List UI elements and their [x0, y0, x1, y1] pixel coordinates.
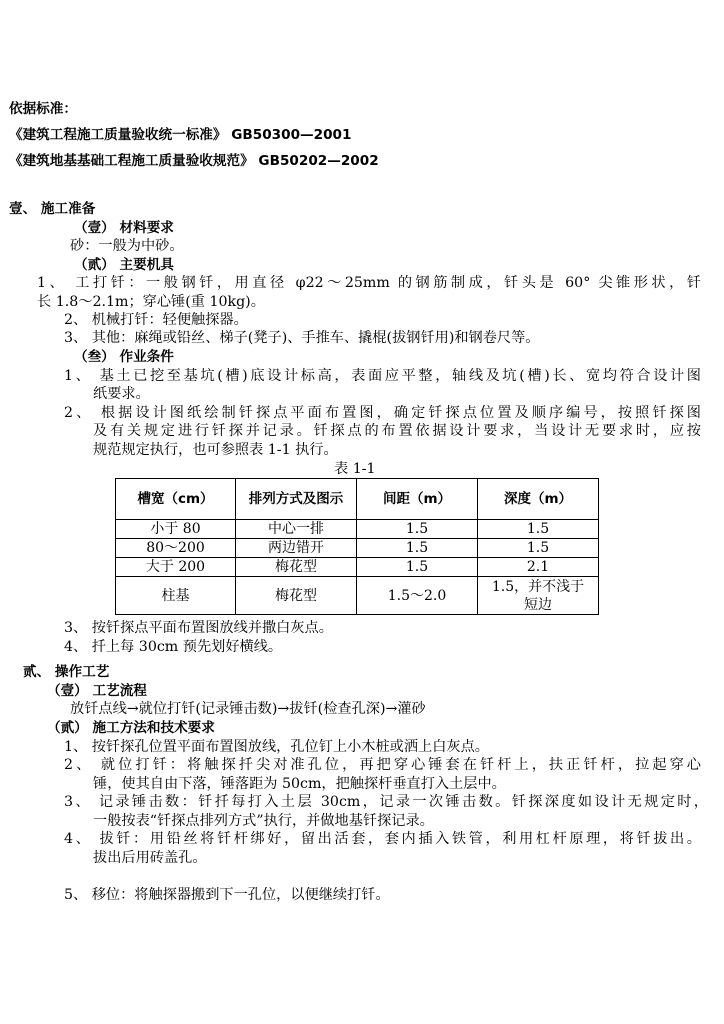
section1-title: 壹、 施工准备	[9, 201, 96, 217]
cond-item2-line2: 及有关规定进行钎探并记录。钎探点的布置依据设计要求，当设计无要求时，应按	[93, 423, 701, 439]
table-cell: 1.5，并不浅于短边	[478, 577, 599, 615]
table-cell: 小于 80	[116, 520, 236, 539]
table-cell: 1.5	[357, 520, 478, 539]
table-header-cell: 间距（m）	[357, 479, 478, 520]
table-row	[116, 520, 599, 539]
cond-item2-line3: 规范规定执行，也可参照表 1-1 执行。	[93, 442, 338, 458]
table-cell: 2.1	[478, 558, 599, 577]
method-item3-line2: 一般按表“钎探点排列方式”执行，并做地基钎探记录。	[93, 813, 434, 829]
table-cell: 80～200	[116, 539, 236, 558]
table-cell: 1.5	[478, 520, 599, 539]
table-row	[116, 558, 599, 577]
section1-sub2-title: （贰） 主要机具	[74, 257, 174, 273]
section1-sub1-text: 砂：一般为中砂。	[70, 238, 184, 254]
table-header-row	[116, 479, 599, 520]
method-item5: 5、 移位：将触探器搬到下一孔位，以便继续打钎。	[64, 887, 390, 903]
cond-item4: 4、 扦上每 30cm 预先划好横线。	[64, 639, 283, 655]
table-cell: 1.5	[357, 539, 478, 558]
tools-item3: 3、 其他：麻绳或铅丝、梯子(凳子)、手推车、撬棍(拔钢钎用)和钢卷尺等。	[64, 330, 540, 346]
table-cell: 1.5	[478, 539, 599, 558]
table-header-cell: 排列方式及图示	[236, 479, 357, 520]
standards-heading: 依据标准：	[9, 101, 77, 117]
section1-sub1-title: （壹） 材料要求	[74, 220, 174, 236]
method-item3-line1: 3、 记录锤击数：钎扦每打入土层 30cm，记录一次锤击数。钎探深度如设计无规定时，	[64, 794, 708, 810]
table-cell: 大于 200	[116, 558, 236, 577]
standard-item-1: 《建筑工程施工质量验收统一标准》 GB50300—2001	[9, 127, 352, 143]
table-header-cell: 槽宽（cm）	[116, 479, 236, 520]
probe-spacing-table	[115, 478, 599, 615]
method-item2-line1: 2、 就位打钎：将触探扦尖对准孔位，再把穿心锤套在钎杆上，扶正钎杆，拉起穿心	[64, 757, 701, 773]
method-item2-line2: 锤，使其自由下落，锤落距为 50cm，把触探杆垂直打入土层中。	[93, 776, 506, 792]
table-cell: 两边错开	[236, 539, 357, 558]
table-row	[116, 539, 599, 558]
table-cell: 1.5～2.0	[357, 577, 478, 615]
method-item4-line1: 4、 拔钎：用铅丝将钎杆绑好，留出活套，套内插入铁管，利用杠杆原理，将钎拔出。	[64, 831, 701, 847]
table-caption: 表 1-1	[334, 461, 376, 477]
cond-item3: 3、 按钎探点平面布置图放线并撒白灰点。	[64, 620, 333, 636]
table-row	[116, 577, 599, 615]
table-header-cell: 深度（m）	[478, 479, 599, 520]
tools-item2: 2、 机械打钎：轻便触探器。	[64, 312, 248, 328]
table-cell: 柱基	[116, 577, 236, 615]
cond-item1-line1: 1、 基土已挖至基坑(槽)底设计标高，表面应平整，轴线及坑(槽)长、宽均符合设计图	[64, 368, 701, 384]
section1-sub3-title: （叁） 作业条件	[74, 349, 174, 365]
table-cell: 梅花型	[236, 558, 357, 577]
cond-item1-line2: 纸要求。	[93, 386, 150, 402]
table-cell: 梅花型	[236, 577, 357, 615]
cond-item2-line1: 2、 根据设计图纸绘制钎探点平面布置图，确定钎探点位置及顺序编号，按照钎探图	[64, 405, 701, 421]
tools-item1-line2: 长 1.8～2.1m；穿心锤(重 10kg)。	[37, 294, 265, 310]
section2-sub2-title: （贰） 施工方法和技术要求	[47, 720, 215, 736]
standard-item-2: 《建筑地基基础工程施工质量验收规范》 GB50202—2002	[9, 153, 379, 169]
section2-title: 贰、 操作工艺	[23, 664, 110, 680]
method-item1: 1、 按钎探孔位置平面布置图放线，孔位钉上小木桩或洒上白灰点。	[64, 739, 489, 755]
table-cell: 中心一排	[236, 520, 357, 539]
tools-item1-line1: 1、 工打钎：一般钢钎，用直径 φ22～25mm 的钢筋制成，钎头是 60° 尖锥形状，钎	[37, 275, 701, 291]
table-cell: 1.5	[357, 558, 478, 577]
section2-sub1-title: （壹） 工艺流程	[47, 683, 147, 699]
process-flow: 放钎点线→就位打钎(记录锤击数)→拔钎(检查孔深)→灌砂	[70, 701, 426, 717]
method-item4-line2: 拔出后用砖盖孔。	[93, 850, 207, 866]
